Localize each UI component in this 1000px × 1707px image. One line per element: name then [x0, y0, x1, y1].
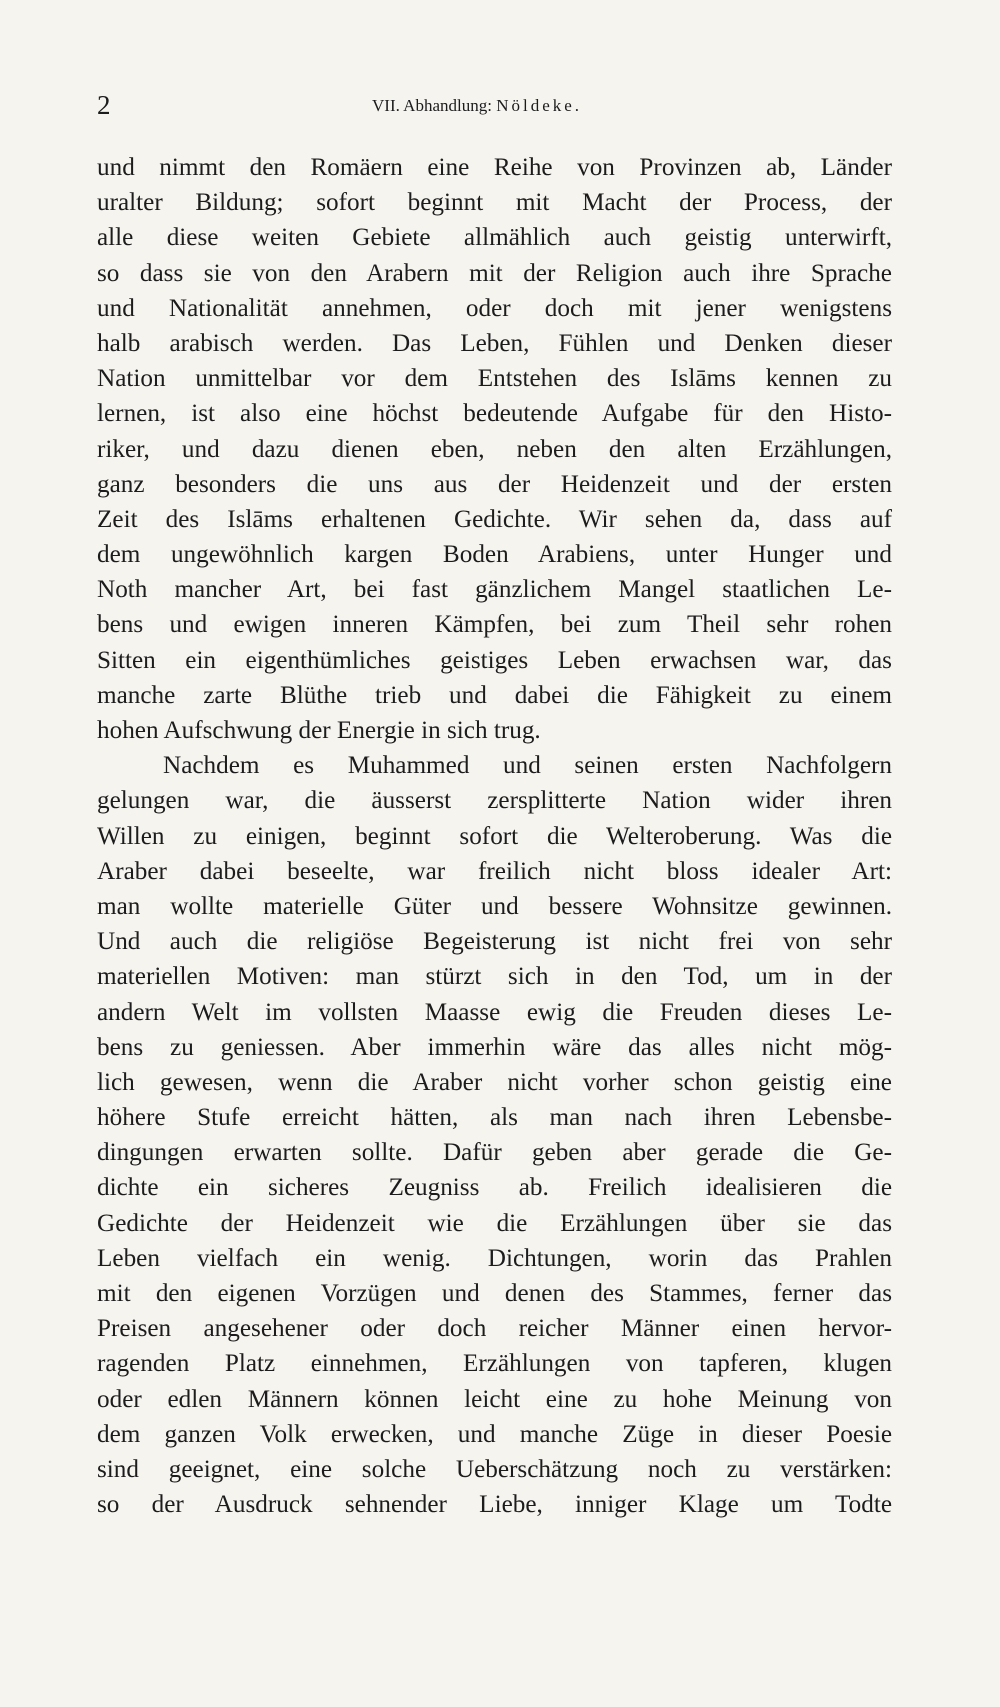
text-line: bens und ewigen inneren Kämpfen, bei zum Theil sehr rohen: [97, 611, 892, 639]
text-line: oder edlen Männern können leicht eine zu hohe Meinung von: [97, 1385, 892, 1413]
text-line: mit den eigenen Vorzügen und denen des Stammes, ferner das: [97, 1280, 892, 1307]
text-line: höhere Stufe erreicht hätten, als man nach ihren Lebensbe-: [97, 1104, 892, 1132]
text-line: hohen Aufschwung der Energie in sich trug.: [97, 717, 541, 744]
text-line: dichte ein sicheres Zeugniss ab. Freilich idealisieren die: [97, 1174, 892, 1202]
text-line: manche zarte Blüthe trieb und dabei die Fähigkeit zu einem: [97, 681, 892, 709]
text-line: dingungen erwarten sollte. Dafür geben aber gerade die Ge-: [97, 1139, 892, 1167]
text-line: Preisen angesehener oder doch reicher Männer einen hervor-: [97, 1315, 892, 1343]
text-line: so dass sie von den Arabern mit der Religion auch ihre Sprache: [97, 259, 892, 287]
text-line: uralter Bildung; sofort beginnt mit Macht der Process, der: [97, 189, 892, 217]
text-line: andern Welt im vollsten Maasse ewig die Freuden dieses Le-: [97, 998, 892, 1026]
text-line: Und auch die religiöse Begeisterung ist nicht frei von sehr: [97, 928, 892, 956]
text-line: Nachdem es Muhammed und seinen ersten Nachfolgern: [163, 752, 892, 780]
running-title: [372, 96, 582, 116]
text-line: lernen, ist also eine höchst bedeutende Aufgabe für den Histo-: [97, 400, 892, 428]
running-title-prefix: VII. Abhandlung:: [372, 96, 492, 115]
text-line: Willen zu einigen, beginnt sofort die Welteroberung. Was die: [97, 822, 892, 850]
text-line: Noth mancher Art, bei fast gänzlichem Mangel staatlichen Le-: [97, 576, 892, 604]
body-text: [97, 150, 892, 1522]
text-line: riker, und dazu dienen eben, neben den alten Erzählungen,: [97, 435, 892, 463]
text-line: bens zu geniessen. Aber immerhin wäre das alles nicht mög-: [97, 1033, 892, 1061]
text-line: Leben vielfach ein wenig. Dichtungen, worin das Prahlen: [97, 1244, 892, 1272]
text-line: gelungen war, die äusserst zersplitterte Nation wider ihren: [97, 787, 892, 815]
text-line: sind geeignet, eine solche Ueberschätzung noch zu verstärken:: [97, 1455, 892, 1483]
text-line: halb arabisch werden. Das Leben, Fühlen und Denken dieser: [97, 329, 892, 357]
text-line: Zeit des Islāms erhaltenen Gedichte. Wir sehen da, dass auf: [97, 505, 892, 533]
text-line: materiellen Motiven: man stürzt sich in den Tod, um in der: [97, 963, 892, 991]
page-header: [97, 90, 617, 122]
page-number: 2: [97, 90, 111, 120]
text-line: Araber dabei beseelte, war freilich nicht bloss idealer Art:: [97, 857, 892, 885]
text-line: und Nationalität annehmen, oder doch mit jener wenigstens: [97, 294, 892, 322]
text-line: man wollte materielle Güter und bessere Wohnsitze gewinnen.: [97, 892, 892, 920]
text-line: ganz besonders die uns aus der Heidenzeit und der ersten: [97, 470, 892, 498]
text-line: lich gewesen, wenn die Araber nicht vorher schon geistig eine: [97, 1068, 892, 1096]
text-line: dem ganzen Volk erwecken, und manche Züge in dieser Poesie: [97, 1420, 892, 1448]
text-line: Sitten ein eigenthümliches geistiges Leben erwachsen war, das: [97, 646, 892, 674]
text-line: Gedichte der Heidenzeit wie die Erzählungen über sie das: [97, 1209, 892, 1237]
text-line: ragenden Platz einnehmen, Erzählungen von tapferen, klugen: [97, 1350, 892, 1378]
running-title-author: Nöldeke.: [496, 96, 583, 115]
text-line: alle diese weiten Gebiete allmählich auch geistig unterwirft,: [97, 224, 892, 252]
text-line: Nation unmittelbar vor dem Entstehen des Islāms kennen zu: [97, 365, 892, 393]
text-line: so der Ausdruck sehnender Liebe, inniger Klage um Todte: [97, 1491, 892, 1519]
text-line: und nimmt den Romäern eine Reihe von Provinzen ab, Länder: [97, 154, 892, 181]
text-line: dem ungewöhnlich kargen Boden Arabiens, unter Hunger und: [97, 541, 892, 569]
